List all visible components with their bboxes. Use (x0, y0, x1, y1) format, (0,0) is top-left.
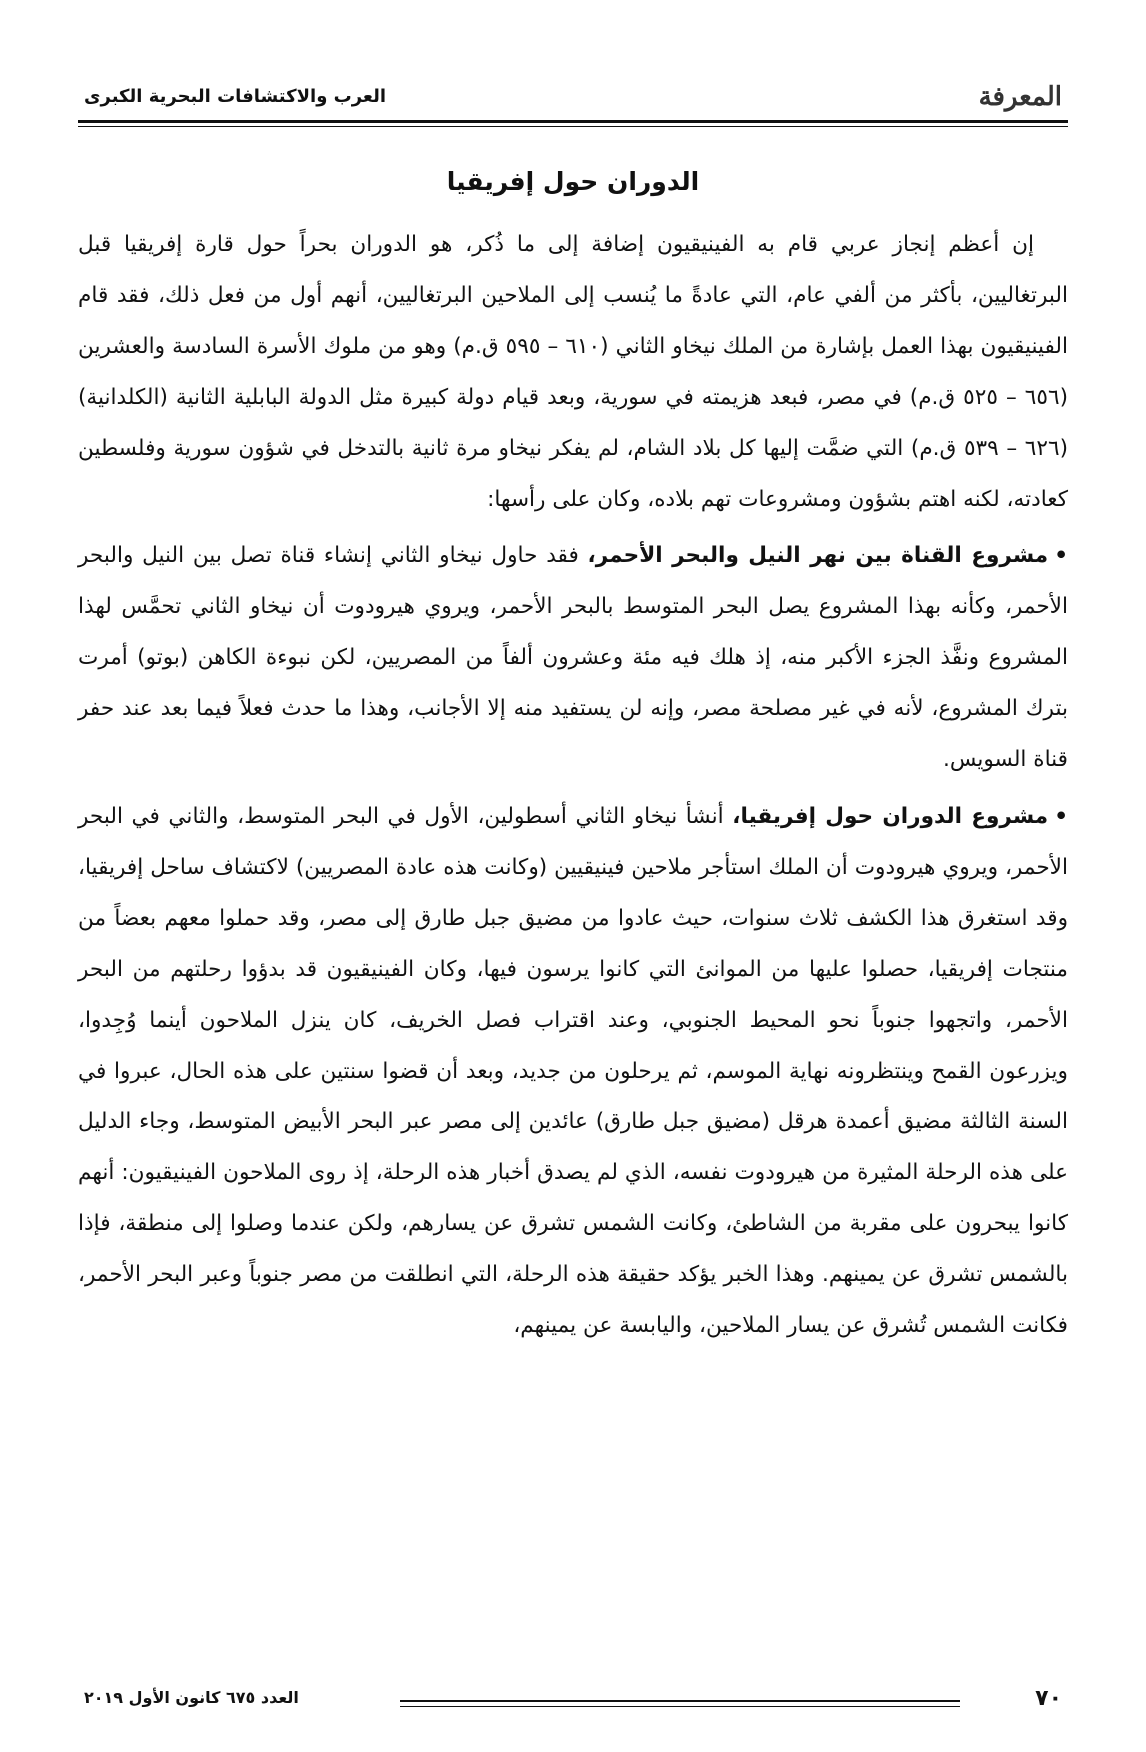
bullet-paragraph-circumnavigation (78, 792, 1068, 1352)
footer-rule-thin (400, 1706, 960, 1707)
bullet-heading-circumnavigation: مشروع الدوران حول إفريقيا، (732, 803, 1049, 829)
running-title: العرب والاكتشافات البحرية الكبرى (84, 86, 387, 107)
article-body (78, 160, 1068, 1358)
section-title: الدوران حول إفريقيا (446, 167, 700, 196)
bullet-mark: • (1054, 803, 1068, 829)
page-footer (78, 1680, 1068, 1720)
bullet-paragraph-canal (78, 531, 1068, 786)
bullet-heading-canal: مشروع القناة بين نهر النيل والبحر الأحمر، (587, 543, 1049, 569)
issue-info: العدد ٦٧٥ كانون الأول ٢٠١٩ (84, 1688, 299, 1707)
footer-rule (400, 1700, 960, 1702)
page (78, 60, 1068, 1720)
header-rule-thick (78, 120, 1068, 123)
page-header (78, 82, 1068, 118)
page-number: ٧٠ (1035, 1686, 1062, 1711)
bullet-body-canal: فقد حاول نيخاو الثاني إنشاء قناة تصل بين النيل والبحر الأحمر، وكأنه بهذا المشروع يصل البحر المتوسط بالبحر الأحمر، ويروي هيرودوت أن نيخاو الثاني تحمَّس لهذا المشروع ونفَّذ الجزء الأكبر منه، إذ هلك فيه مئة وعشرون ألفاً من المصريين، لكن نبوءة الكاهن (بوتو) أمرت بترك المشروع، لأنه في غير مصلحة مصر، وإنه لن يستفيد منه إلا الأجانب، وهذا ما حدث فعلاً فيما بعد عند حفر قناة السويس. (78, 543, 1068, 773)
bullet-body-circumnavigation: أنشأ نيخاو الثاني أسطولين، الأول في البحر المتوسط، والثاني في البحر الأحمر، ويروي هيرودوت أن الملك استأجر ملاحين فينيقيين (وكانت هذه عادة المصريين) لاكتشاف ساحل إفريقيا، وقد استغرق هذا الكشف ثلاث سنوات، حيث عادوا من مضيق جبل طارق إلى مصر، وقد حملوا معهم بعضاً من منتجات إفريقيا، حصلوا عليها من الموانئ التي كانوا يرسون فيها، وكان الفينيقيون قد بدؤوا رحلتهم من البحر الأحمر، واتجهوا جنوباً نحو المحيط الجنوبي، وعند اقتراب فصل الخريف، كان ينزل الملاحون أينما وُجِدوا، ويزرعون القمح وينتظرونه نهاية الموسم، ثم يرحلون من جديد، وبعد أن قضوا سنتين على هذه الحال، عبروا في السنة الثالثة مضيق أعمدة هرقل (مضيق جبل طارق) عائدين إلى مصر عبر البحر الأبيض المتوسط، وجاء الدليل على هذه الرحلة المثيرة من هيرودوت نفسه، الذي لم يصدق أخبار هذه الرحلة، إذ روى الملاحون الفينيقيون: أنهم كانوا يبحرون على مقربة من الشاطئ، وكانت الشمس تشرق عن يسارهم، ولكن عندما وصلوا إلى منطقة، فإذا بالشمس تشرق عن يمينهم. وهذا الخبر يؤكد حقيقة هذه الرحلة، التي انطلقت من مصر جنوباً وعبر البحر الأحمر، فكانت الشمس تُشرق عن يسار الملاحين، واليابسة عن يمينهم، (78, 803, 1068, 1339)
magazine-logo: المعرفة (978, 82, 1062, 112)
bullet-mark: • (1054, 543, 1068, 569)
header-rule-thin (78, 126, 1068, 127)
intro-paragraph: إن أعظم إنجاز عربي قام به الفينيقيون إضافة إلى ما ذُكر، هو الدوران بحراً حول قارة إفريقيا قبل البرتغاليين، بأكثر من ألفي عام، التي عادةً ما يُنسب إلى الملاحين البرتغاليين، أنهم أول من فعل ذلك، فقد قام الفينيقيون بهذا العمل بإشارة من الملك نيخاو الثاني (٦١٠ – ٥٩٥ ق.م) وهو من ملوك الأسرة السادسة والعشرين (٦٥٦ – ٥٢٥ ق.م) في مصر، فبعد هزيمته في سورية، وبعد قيام دولة كبيرة مثل الدولة البابلية الثانية (الكلدانية) (٦٢٦ – ٥٣٩ ق.م) التي ضمَّت إليها كل بلاد الشام، لم يفكر نيخاو مرة ثانية بالتدخل في شؤون سورية وفلسطين كعادته، لكنه اهتم بشؤون ومشروعات تهم بلاده، وكان على رأسها: (78, 232, 1069, 512)
